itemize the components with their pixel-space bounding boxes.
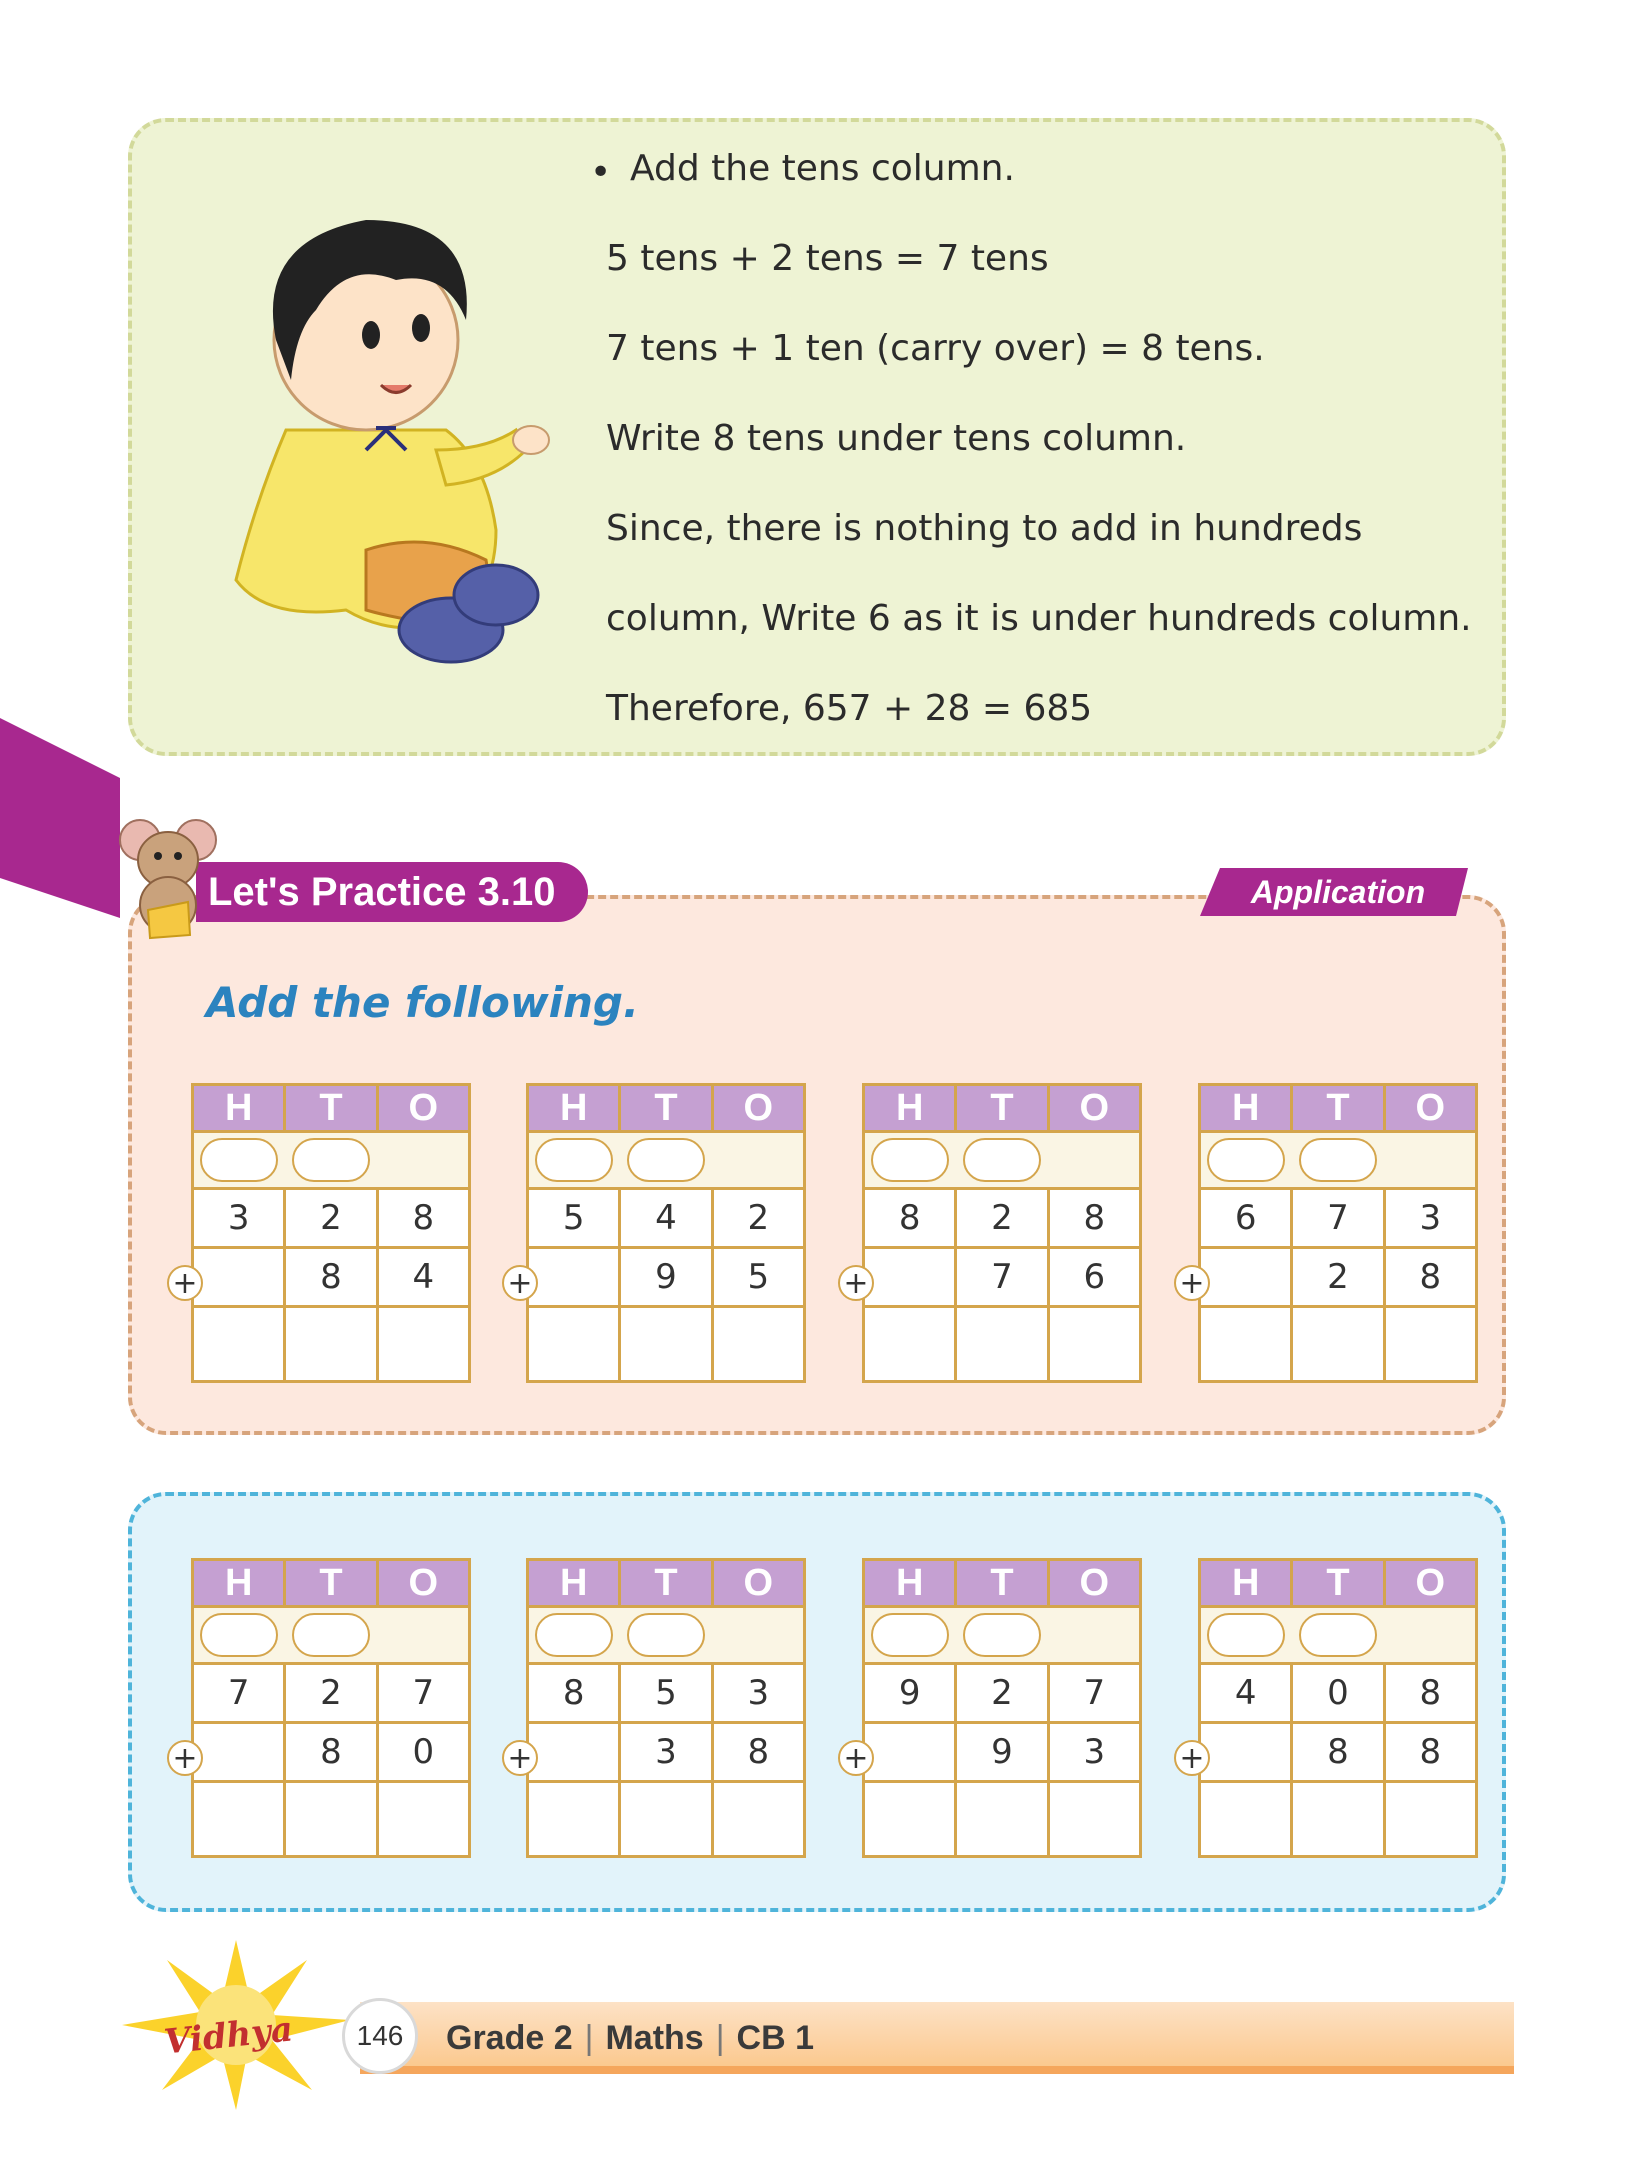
- carry-box[interactable]: [963, 1138, 1041, 1182]
- hto-table: [172, 1558, 473, 1864]
- carry-cell[interactable]: [620, 1132, 712, 1189]
- hto-table: [507, 1083, 808, 1389]
- column-header: T: [1292, 1560, 1384, 1607]
- addend-digit: [864, 1723, 956, 1782]
- child-illustration: [196, 200, 556, 700]
- carry-cell[interactable]: [1200, 1132, 1292, 1189]
- addend-digit: 9: [864, 1664, 956, 1723]
- carry-cell[interactable]: [285, 1607, 377, 1664]
- carry-box[interactable]: [1299, 1138, 1377, 1182]
- answer-cell[interactable]: [620, 1307, 712, 1382]
- carry-cell[interactable]: [1200, 1607, 1292, 1664]
- carry-cell[interactable]: [956, 1607, 1048, 1664]
- addend-digit: 3: [1048, 1723, 1140, 1782]
- addend-digit: [528, 1248, 620, 1307]
- instruction-text: Add the following.: [206, 978, 639, 1027]
- hto-table: [1179, 1558, 1480, 1864]
- carry-cell[interactable]: [528, 1607, 620, 1664]
- column-header: H: [528, 1560, 620, 1607]
- carry-cell: [712, 1607, 804, 1664]
- column-header: T: [620, 1560, 712, 1607]
- addend-digit: 5: [712, 1248, 804, 1307]
- explanation-line: Since, there is nothing to add in hundreds: [606, 508, 1363, 549]
- carry-box[interactable]: [1207, 1613, 1285, 1657]
- vidhya-logo-text: Vidhya: [162, 2009, 295, 2063]
- addend-digit: 8: [1048, 1189, 1140, 1248]
- answer-cell[interactable]: [1200, 1307, 1292, 1382]
- addend-digit: 8: [285, 1248, 377, 1307]
- plus-icon: +: [838, 1265, 874, 1301]
- mouse-icon: [118, 810, 218, 940]
- carry-box[interactable]: [871, 1613, 949, 1657]
- plus-icon: +: [1174, 1740, 1210, 1776]
- hto-table: [172, 1083, 473, 1389]
- addend-digit: 2: [285, 1664, 377, 1723]
- addend-digit: 2: [1292, 1248, 1384, 1307]
- answer-cell[interactable]: [1292, 1782, 1384, 1857]
- column-header: O: [712, 1560, 804, 1607]
- addend-digit: 8: [1292, 1723, 1384, 1782]
- column-header: O: [377, 1560, 469, 1607]
- answer-cell[interactable]: [193, 1782, 285, 1857]
- carry-box[interactable]: [200, 1138, 278, 1182]
- answer-cell[interactable]: [377, 1307, 469, 1382]
- explanation-line: column, Write 6 as it is under hundreds column.: [606, 598, 1472, 639]
- footer-text: [446, 2006, 814, 2070]
- plus-icon: +: [167, 1740, 203, 1776]
- column-header: H: [193, 1560, 285, 1607]
- footer-book: CB 1: [736, 2019, 815, 2057]
- addend-digit: 3: [712, 1664, 804, 1723]
- addend-digit: 5: [620, 1664, 712, 1723]
- column-header: O: [1048, 1560, 1140, 1607]
- carry-cell[interactable]: [864, 1607, 956, 1664]
- answer-cell[interactable]: [956, 1307, 1048, 1382]
- plus-icon: +: [502, 1740, 538, 1776]
- carry-box[interactable]: [292, 1138, 370, 1182]
- carry-cell: [1384, 1607, 1476, 1664]
- addend-digit: 6: [1200, 1189, 1292, 1248]
- footer-grade: Grade 2: [446, 2019, 573, 2057]
- answer-cell[interactable]: [285, 1307, 377, 1382]
- carry-cell[interactable]: [528, 1132, 620, 1189]
- plus-icon: +: [502, 1265, 538, 1301]
- carry-cell[interactable]: [285, 1132, 377, 1189]
- addend-digit: 9: [620, 1248, 712, 1307]
- column-header: H: [864, 1085, 956, 1132]
- column-header: O: [1048, 1085, 1140, 1132]
- addend-digit: [528, 1723, 620, 1782]
- carry-cell: [1384, 1132, 1476, 1189]
- addend-digit: 7: [956, 1248, 1048, 1307]
- carry-cell: [377, 1132, 469, 1189]
- addend-digit: 3: [1384, 1189, 1476, 1248]
- column-header: T: [620, 1085, 712, 1132]
- carry-cell[interactable]: [864, 1132, 956, 1189]
- addend-digit: [864, 1248, 956, 1307]
- addend-digit: 2: [956, 1664, 1048, 1723]
- addend-digit: 8: [1384, 1664, 1476, 1723]
- column-header: T: [1292, 1085, 1384, 1132]
- column-header: H: [193, 1085, 285, 1132]
- carry-box[interactable]: [200, 1613, 278, 1657]
- plus-icon: +: [1174, 1265, 1210, 1301]
- column-header: O: [1384, 1560, 1476, 1607]
- addend-digit: 3: [193, 1189, 285, 1248]
- addend-digit: 8: [528, 1664, 620, 1723]
- addend-digit: 7: [1292, 1189, 1384, 1248]
- answer-cell[interactable]: [1384, 1307, 1476, 1382]
- carry-cell: [712, 1132, 804, 1189]
- carry-box[interactable]: [627, 1138, 705, 1182]
- carry-box[interactable]: [627, 1613, 705, 1657]
- hto-table: [843, 1083, 1144, 1389]
- bullet-icon: •: [590, 152, 612, 193]
- addend-digit: 2: [956, 1189, 1048, 1248]
- addend-digit: 7: [1048, 1664, 1140, 1723]
- addend-digit: 8: [712, 1723, 804, 1782]
- answer-cell[interactable]: [712, 1307, 804, 1382]
- hto-table: [1179, 1083, 1480, 1389]
- answer-cell[interactable]: [1048, 1782, 1140, 1857]
- column-header: T: [285, 1560, 377, 1607]
- addend-digit: 8: [864, 1189, 956, 1248]
- practice-title: Let's Practice 3.10: [196, 862, 588, 922]
- addend-digit: 7: [193, 1664, 285, 1723]
- footer-subject: Maths: [605, 2019, 704, 2057]
- addend-digit: 0: [1292, 1664, 1384, 1723]
- addend-digit: 4: [620, 1189, 712, 1248]
- carry-box[interactable]: [871, 1138, 949, 1182]
- plus-icon: +: [838, 1740, 874, 1776]
- answer-cell[interactable]: [1200, 1782, 1292, 1857]
- addend-digit: [1200, 1723, 1292, 1782]
- column-header: T: [956, 1085, 1048, 1132]
- carry-box[interactable]: [1207, 1138, 1285, 1182]
- explanation-line: 5 tens + 2 tens = 7 tens: [606, 238, 1049, 279]
- hto-table: [507, 1558, 808, 1864]
- answer-cell[interactable]: [528, 1782, 620, 1857]
- column-header: O: [1384, 1085, 1476, 1132]
- explanation-line: Therefore, 657 + 28 = 685: [606, 688, 1093, 729]
- carry-box[interactable]: [292, 1613, 370, 1657]
- addend-digit: 4: [377, 1248, 469, 1307]
- addend-digit: 8: [1384, 1723, 1476, 1782]
- addend-digit: 9: [956, 1723, 1048, 1782]
- footer-separator: |: [584, 2019, 594, 2057]
- addend-digit: 8: [285, 1723, 377, 1782]
- carry-cell: [1048, 1132, 1140, 1189]
- addend-digit: 6: [1048, 1248, 1140, 1307]
- column-header: H: [528, 1085, 620, 1132]
- answer-cell[interactable]: [712, 1782, 804, 1857]
- column-header: T: [285, 1085, 377, 1132]
- carry-cell[interactable]: [956, 1132, 1048, 1189]
- answer-cell[interactable]: [377, 1782, 469, 1857]
- hto-table: [843, 1558, 1144, 1864]
- answer-cell[interactable]: [528, 1307, 620, 1382]
- side-tab: [0, 718, 120, 918]
- answer-cell[interactable]: [620, 1782, 712, 1857]
- carry-box[interactable]: [1299, 1613, 1377, 1657]
- column-header: H: [864, 1560, 956, 1607]
- addend-digit: [193, 1248, 285, 1307]
- carry-cell: [377, 1607, 469, 1664]
- footer-separator: |: [715, 2019, 725, 2057]
- column-header: T: [956, 1560, 1048, 1607]
- answer-cell[interactable]: [864, 1307, 956, 1382]
- explanation-line: Add the tens column.: [630, 148, 1015, 189]
- carry-box[interactable]: [963, 1613, 1041, 1657]
- plus-icon: +: [167, 1265, 203, 1301]
- carry-cell[interactable]: [193, 1607, 285, 1664]
- column-header: O: [377, 1085, 469, 1132]
- addend-digit: [1200, 1248, 1292, 1307]
- explanation-line: 7 tens + 1 ten (carry over) = 8 tens.: [606, 328, 1265, 369]
- addend-digit: [193, 1723, 285, 1782]
- addend-digit: 8: [1384, 1248, 1476, 1307]
- carry-cell: [1048, 1607, 1140, 1664]
- answer-cell[interactable]: [864, 1782, 956, 1857]
- answer-cell[interactable]: [1292, 1307, 1384, 1382]
- answer-cell[interactable]: [1048, 1307, 1140, 1382]
- answer-cell[interactable]: [285, 1782, 377, 1857]
- answer-cell[interactable]: [193, 1307, 285, 1382]
- carry-box[interactable]: [535, 1613, 613, 1657]
- application-label: Application: [1250, 874, 1426, 910]
- addend-digit: 8: [377, 1189, 469, 1248]
- column-header: O: [712, 1085, 804, 1132]
- carry-cell[interactable]: [1292, 1607, 1384, 1664]
- addend-digit: 0: [377, 1723, 469, 1782]
- addend-digit: 3: [620, 1723, 712, 1782]
- carry-cell[interactable]: [1292, 1132, 1384, 1189]
- column-header: H: [1200, 1085, 1292, 1132]
- page-number: 146: [342, 1998, 418, 2074]
- addend-digit: 5: [528, 1189, 620, 1248]
- carry-cell[interactable]: [620, 1607, 712, 1664]
- column-header: H: [1200, 1560, 1292, 1607]
- carry-box[interactable]: [535, 1138, 613, 1182]
- addend-digit: 4: [1200, 1664, 1292, 1723]
- answer-cell[interactable]: [956, 1782, 1048, 1857]
- addend-digit: 7: [377, 1664, 469, 1723]
- addend-digit: 2: [285, 1189, 377, 1248]
- explanation-line: Write 8 tens under tens column.: [606, 418, 1187, 459]
- carry-cell[interactable]: [193, 1132, 285, 1189]
- addend-digit: 2: [712, 1189, 804, 1248]
- answer-cell[interactable]: [1384, 1782, 1476, 1857]
